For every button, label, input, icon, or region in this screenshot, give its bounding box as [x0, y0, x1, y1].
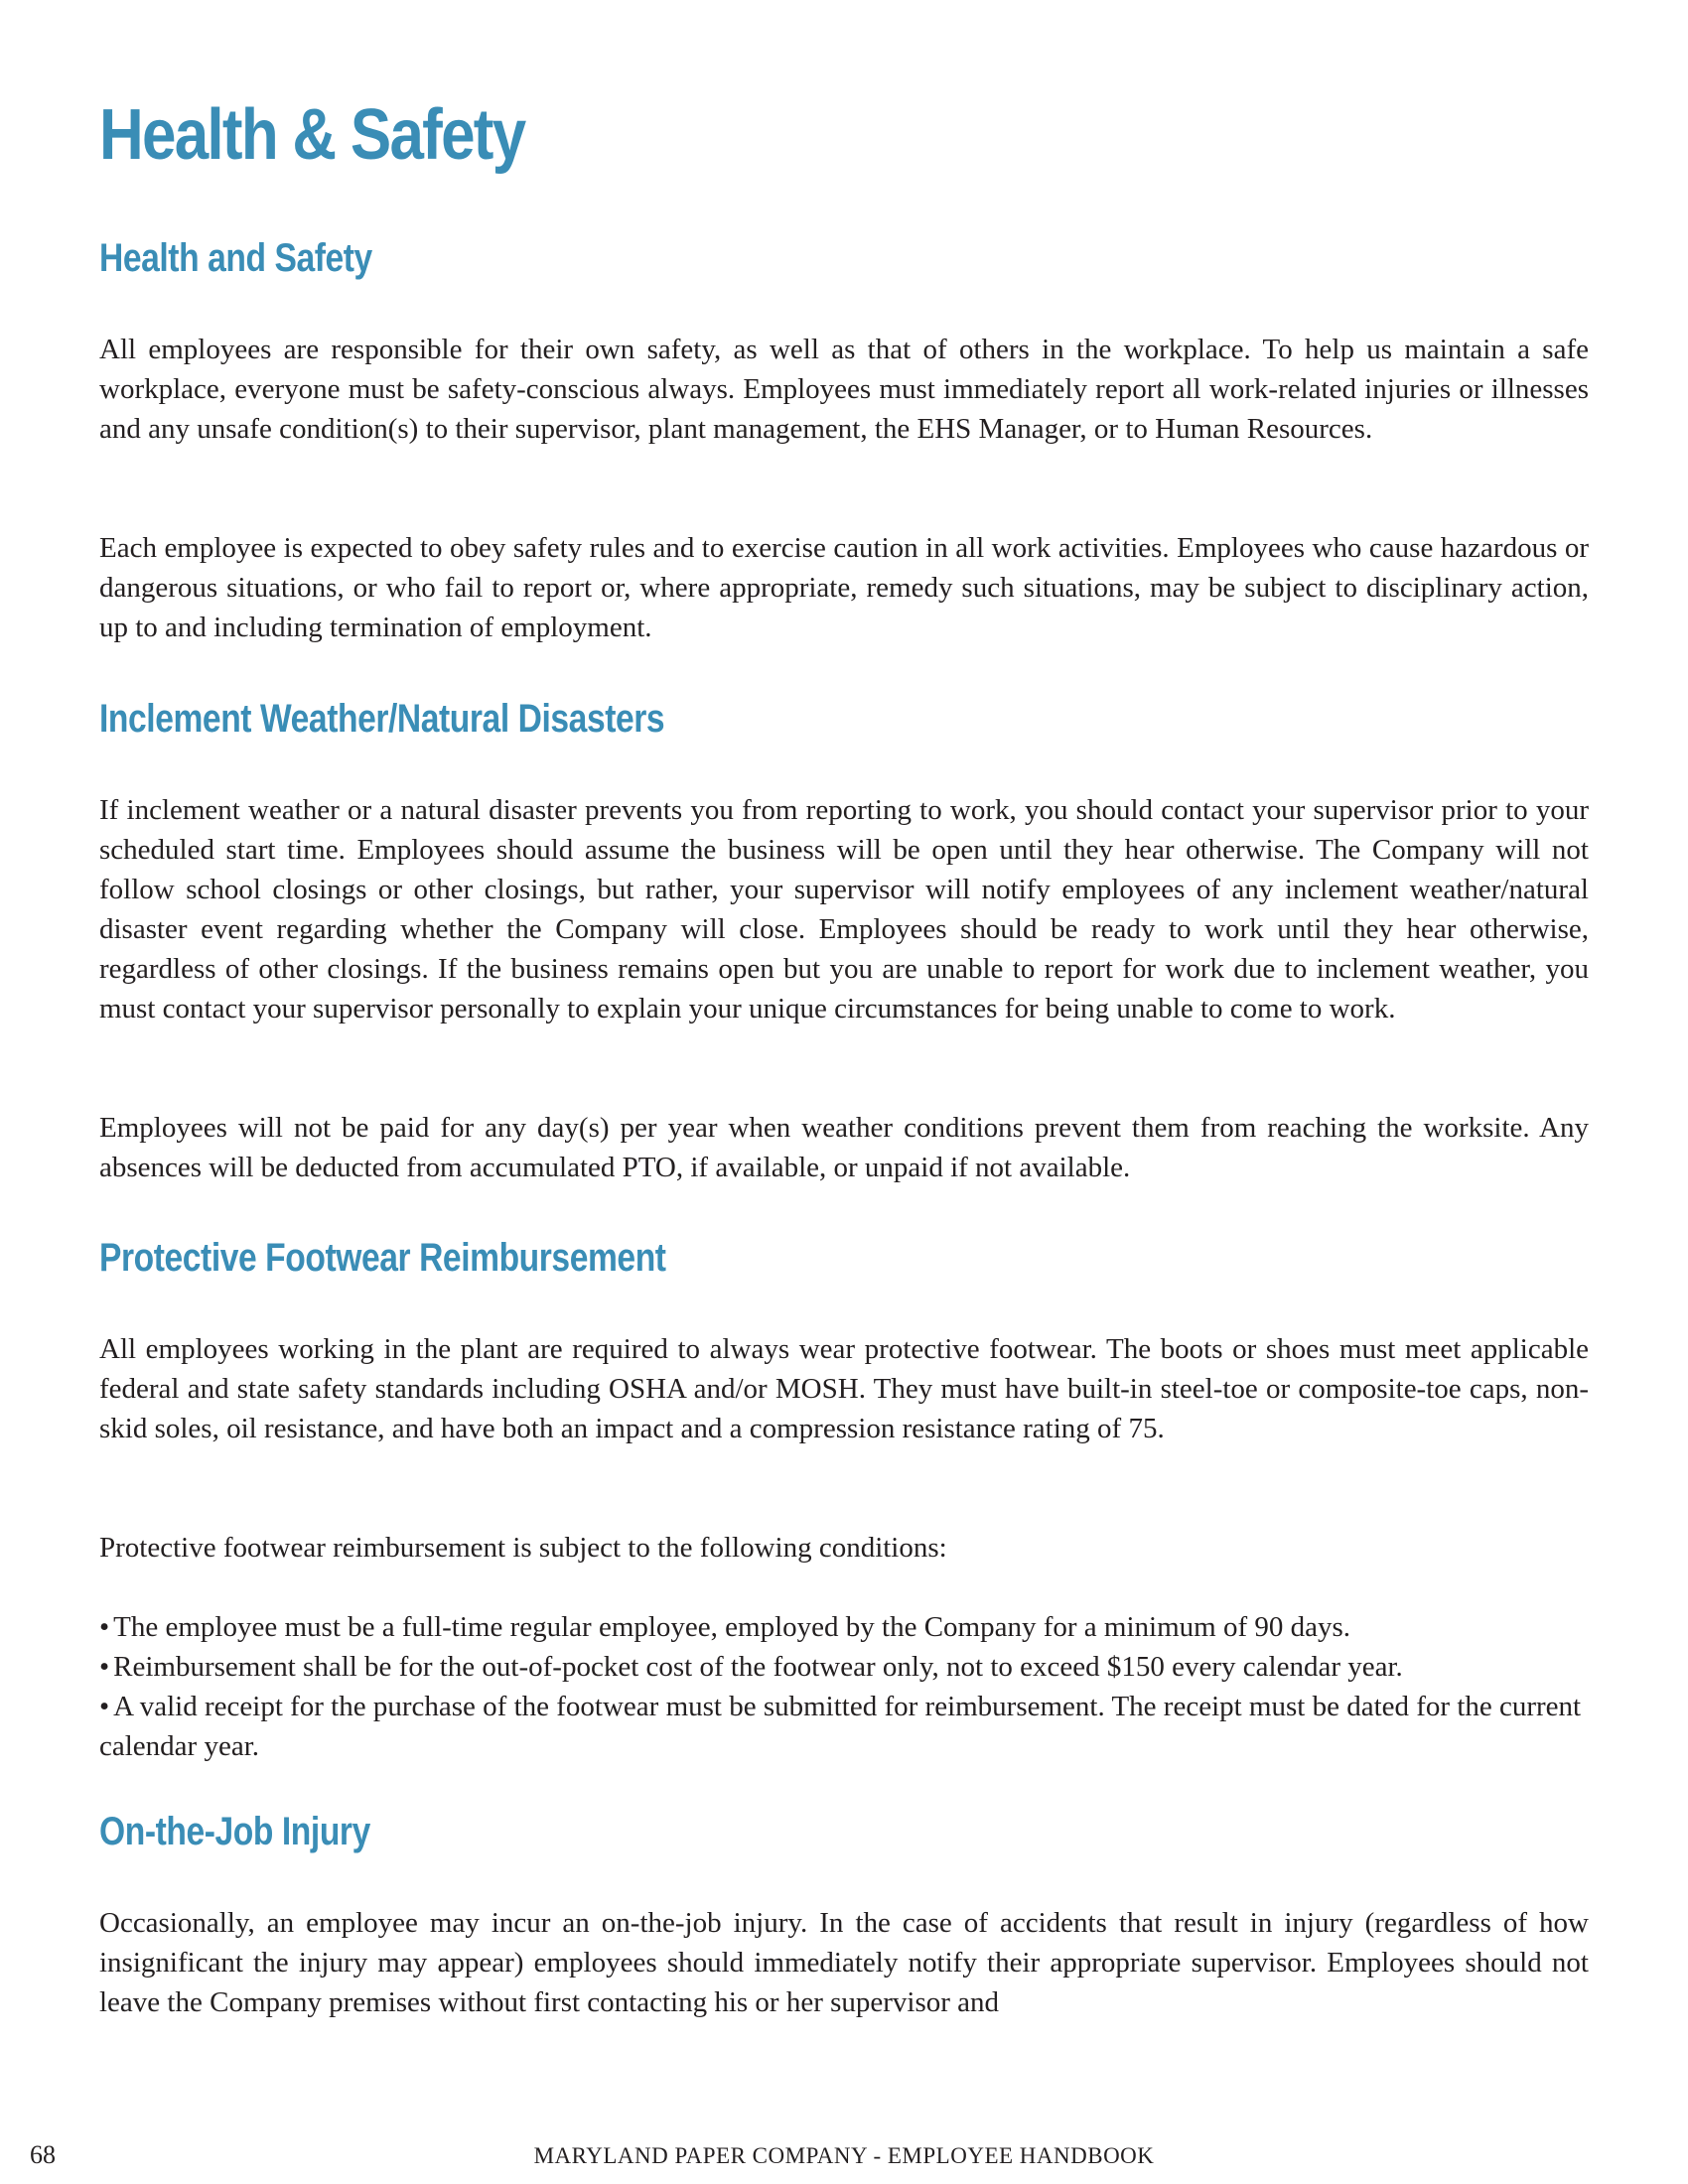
list-item [99, 1647, 1589, 1687]
list-item [99, 1607, 1589, 1647]
paragraph-inclement-weather-pay: Employees will not be paid for any day(s) per year when weather conditions prevent them from reaching the worksite. Any absences will be deducted from accumulated PTO, if available, or unpaid if not available. [99, 1112, 1589, 1183]
paragraph-footwear-requirements: All employees working in the plant are required to always wear protective footwear. The boots or shoes must meet applicable federal and state safety standards including OSHA and/or MOSH. They must have built-in steel-toe or composite-toe caps, non-skid soles, oil resistance, and have both an impact and a compression resistance rating of 75. [99, 1333, 1589, 1444]
paragraph-footwear-conditions-intro: Protective footwear reimbursement is subject to the following conditions: [99, 1532, 947, 1564]
bullet-icon: • [99, 1651, 110, 1683]
bullet-icon: • [99, 1691, 110, 1722]
section-heading-protective-footwear: Protective Footwear Reimbursement [99, 1236, 666, 1280]
page-number: 68 [30, 2140, 56, 2169]
page-title: Health & Safety [99, 95, 525, 175]
list-item-text: A valid receipt for the purchase of the footwear must be submitted for reimbursement. The receipt must be dated for the current calendar year. [99, 1691, 1582, 1762]
paragraph-safety-rules: Each employee is expected to obey safety rules and to exercise caution in all work activities. Employees who cause hazardous or dangerous situations, or who fail to report or, where appropriate, remedy such situations, may be subject to disciplinary action, up to and including termination of employment. [99, 532, 1589, 643]
list-item [99, 1687, 1589, 1766]
footwear-conditions-list [99, 1607, 1589, 1766]
section-heading-inclement-weather: Inclement Weather/Natural Disasters [99, 697, 665, 741]
bullet-icon: • [99, 1611, 110, 1643]
footer-document-title: MARYLAND PAPER COMPANY - EMPLOYEE HANDBOOK [533, 2143, 1155, 2168]
list-item-text: Reimbursement shall be for the out-of-pocket cost of the footwear only, not to exceed $150 every calendar year. [113, 1651, 1403, 1683]
paragraph-on-the-job-injury: Occasionally, an employee may incur an on-the-job injury. In the case of accidents that result in injury (regardless of how insignificant the injury may appear) employees should immediately notify their appropriate supervisor. Employees should not leave the Company premises without first contacting his or her supervisor and [99, 1907, 1589, 2018]
paragraph-inclement-weather-reporting: If inclement weather or a natural disaster prevents you from reporting to work, you should contact your supervisor prior to your scheduled start time. Employees should assume the business will be open until they hear otherwise. The Company will not follow school closings or other closings, but rather, your supervisor will notify employees of any inclement weather/natural disaster event regarding whether the Company will close. Employees should be ready to work until they hear otherwise, regardless of other closings. If the business remains open but you are unable to report for work due to inclement weather, you must contact your supervisor personally to explain your unique circumstances for being unable to come to work. [99, 794, 1589, 1024]
paragraph-safety-responsibility: All employees are responsible for their own safety, as well as that of others in the workplace. To help us maintain a safe workplace, everyone must be safety-conscious always. Employees must immediately report all work-related injuries or illnesses and any unsafe condition(s) to their supervisor, plant management, the EHS Manager, or to Human Resources. [99, 334, 1589, 445]
section-heading-on-the-job-injury: On-the-Job Injury [99, 1810, 370, 1853]
section-heading-health-and-safety: Health and Safety [99, 236, 372, 280]
list-item-text: The employee must be a full-time regular employee, employed by the Company for a minimum of 90 days. [113, 1611, 1351, 1643]
